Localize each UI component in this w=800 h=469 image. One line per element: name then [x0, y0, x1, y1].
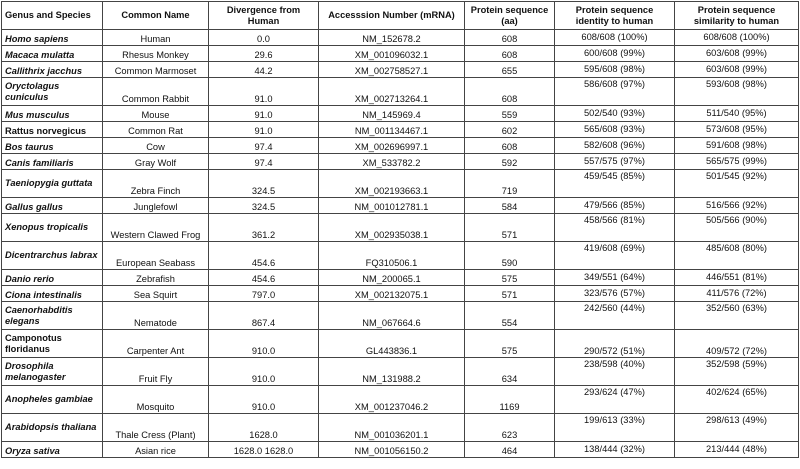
similarity-cell: 565/575 (99%)	[675, 154, 799, 170]
accession-cell: NM_200065.1	[319, 270, 465, 286]
accession-cell: XM_002758527.1	[319, 62, 465, 78]
divergence-cell: 910.0	[209, 386, 319, 414]
species-cell: Taeniopygia guttata	[2, 170, 103, 198]
header-divergence: Divergence from Human	[209, 2, 319, 30]
identity-cell: 502/540 (93%)	[555, 106, 675, 122]
species-cell: Oryctolagus cuniculus	[2, 78, 103, 106]
protein-length-cell: 719	[465, 170, 555, 198]
accession-cell: NM_001012781.1	[319, 198, 465, 214]
similarity-cell: 409/572 (72%)	[675, 330, 799, 358]
accession-cell: NM_001134467.1	[319, 122, 465, 138]
common-name-cell: Zebrafish	[103, 270, 209, 286]
table-row	[2, 414, 799, 442]
similarity-cell: 446/551 (81%)	[675, 270, 799, 286]
table-row	[2, 386, 799, 414]
table-row	[2, 46, 799, 62]
common-name-cell: Fruit Fly	[103, 358, 209, 386]
table-row	[2, 62, 799, 78]
identity-cell: 290/572 (51%)	[555, 330, 675, 358]
common-name-cell: Cow	[103, 138, 209, 154]
table-row	[2, 138, 799, 154]
identity-cell: 458/566 (81%)	[555, 214, 675, 242]
species-cell: Homo sapiens	[2, 30, 103, 46]
divergence-cell: 91.0	[209, 78, 319, 106]
species-cell: Caenorhabditis elegans	[2, 302, 103, 330]
divergence-cell: 797.0	[209, 286, 319, 302]
table-row	[2, 330, 799, 358]
common-name-cell: Carpenter Ant	[103, 330, 209, 358]
similarity-cell: 593/608 (98%)	[675, 78, 799, 106]
similarity-cell: 298/613 (49%)	[675, 414, 799, 442]
table-row	[2, 302, 799, 330]
identity-cell: 565/608 (93%)	[555, 122, 675, 138]
species-cell: Ciona intestinalis	[2, 286, 103, 302]
species-cell: Camponotus floridanus	[2, 330, 103, 358]
identity-cell: 199/613 (33%)	[555, 414, 675, 442]
protein-length-cell: 655	[465, 62, 555, 78]
species-cell: Macaca mulatta	[2, 46, 103, 62]
accession-cell: NM_001056150.2	[319, 442, 465, 458]
similarity-cell: 603/608 (99%)	[675, 46, 799, 62]
common-name-cell: Common Marmoset	[103, 62, 209, 78]
protein-length-cell: 575	[465, 270, 555, 286]
accession-cell: XM_002193663.1	[319, 170, 465, 198]
accession-cell: XM_002696997.1	[319, 138, 465, 154]
divergence-cell: 29.6	[209, 46, 319, 62]
similarity-cell: 411/576 (72%)	[675, 286, 799, 302]
divergence-cell: 324.5	[209, 198, 319, 214]
accession-cell: NM_131988.2	[319, 358, 465, 386]
protein-length-cell: 634	[465, 358, 555, 386]
table-row	[2, 170, 799, 198]
common-name-cell: European Seabass	[103, 242, 209, 270]
identity-cell: 323/576 (57%)	[555, 286, 675, 302]
divergence-cell: 44.2	[209, 62, 319, 78]
divergence-cell: 324.5	[209, 170, 319, 198]
header-row	[2, 2, 799, 30]
identity-cell: 293/624 (47%)	[555, 386, 675, 414]
similarity-cell: 501/545 (92%)	[675, 170, 799, 198]
header-protein-length: Protein sequence (aa)	[465, 2, 555, 30]
species-cell: Drosophila melanogaster	[2, 358, 103, 386]
identity-cell: 586/608 (97%)	[555, 78, 675, 106]
accession-cell: FQ310506.1	[319, 242, 465, 270]
accession-cell: XM_002132075.1	[319, 286, 465, 302]
table-row	[2, 30, 799, 46]
header-similarity: Protein sequence similarity to human	[675, 2, 799, 30]
divergence-cell: 91.0	[209, 122, 319, 138]
species-cell: Rattus norvegicus	[2, 122, 103, 138]
similarity-cell: 516/566 (92%)	[675, 198, 799, 214]
accession-cell: XM_002713264.1	[319, 78, 465, 106]
similarity-cell: 573/608 (95%)	[675, 122, 799, 138]
protein-length-cell: 608	[465, 138, 555, 154]
identity-cell: 595/608 (98%)	[555, 62, 675, 78]
identity-cell: 242/560 (44%)	[555, 302, 675, 330]
divergence-cell: 910.0	[209, 358, 319, 386]
common-name-cell: Zebra Finch	[103, 170, 209, 198]
table-row	[2, 198, 799, 214]
identity-cell: 582/608 (96%)	[555, 138, 675, 154]
table-row	[2, 106, 799, 122]
species-cell: Xenopus tropicalis	[2, 214, 103, 242]
divergence-cell: 1628.0	[209, 414, 319, 442]
header-identity: Protein sequence identity to human	[555, 2, 675, 30]
divergence-cell: 361.2	[209, 214, 319, 242]
identity-cell: 419/608 (69%)	[555, 242, 675, 270]
common-name-cell: Common Rat	[103, 122, 209, 138]
protein-length-cell: 464	[465, 442, 555, 458]
similarity-cell: 511/540 (95%)	[675, 106, 799, 122]
similarity-cell: 505/566 (90%)	[675, 214, 799, 242]
common-name-cell: Asian rice	[103, 442, 209, 458]
table-row	[2, 270, 799, 286]
common-name-cell: Human	[103, 30, 209, 46]
header-common-name: Common Name	[103, 2, 209, 30]
accession-cell: GL443836.1	[319, 330, 465, 358]
table-row	[2, 442, 799, 458]
common-name-cell: Mosquito	[103, 386, 209, 414]
common-name-cell: Mouse	[103, 106, 209, 122]
identity-cell: 459/545 (85%)	[555, 170, 675, 198]
species-cell: Danio rerio	[2, 270, 103, 286]
divergence-cell: 454.6	[209, 242, 319, 270]
accession-cell: XM_001237046.2	[319, 386, 465, 414]
species-cell: Mus musculus	[2, 106, 103, 122]
accession-cell: XM_533782.2	[319, 154, 465, 170]
accession-cell: XM_001096032.1	[319, 46, 465, 62]
identity-cell: 557/575 (97%)	[555, 154, 675, 170]
identity-cell: 608/608 (100%)	[555, 30, 675, 46]
species-cell: Gallus gallus	[2, 198, 103, 214]
identity-cell: 600/608 (99%)	[555, 46, 675, 62]
table-body	[2, 30, 799, 458]
divergence-cell: 0.0	[209, 30, 319, 46]
similarity-cell: 485/608 (80%)	[675, 242, 799, 270]
similarity-cell: 213/444 (48%)	[675, 442, 799, 458]
protein-length-cell: 592	[465, 154, 555, 170]
accession-cell: NM_152678.2	[319, 30, 465, 46]
common-name-cell: Common Rabbit	[103, 78, 209, 106]
species-cell: Oryza sativa	[2, 442, 103, 458]
identity-cell: 238/598 (40%)	[555, 358, 675, 386]
ortholog-comparison-table	[1, 1, 799, 458]
table-row	[2, 358, 799, 386]
species-cell: Anopheles gambiae	[2, 386, 103, 414]
species-cell: Canis familiaris	[2, 154, 103, 170]
accession-cell: NM_067664.6	[319, 302, 465, 330]
identity-cell: 479/566 (85%)	[555, 198, 675, 214]
common-name-cell: Nematode	[103, 302, 209, 330]
identity-cell: 138/444 (32%)	[555, 442, 675, 458]
protein-length-cell: 608	[465, 46, 555, 62]
protein-length-cell: 571	[465, 214, 555, 242]
table-row	[2, 154, 799, 170]
protein-length-cell: 571	[465, 286, 555, 302]
protein-length-cell: 608	[465, 30, 555, 46]
protein-length-cell: 584	[465, 198, 555, 214]
similarity-cell: 352/598 (59%)	[675, 358, 799, 386]
divergence-cell: 454.6	[209, 270, 319, 286]
common-name-cell: Sea Squirt	[103, 286, 209, 302]
similarity-cell: 402/624 (65%)	[675, 386, 799, 414]
divergence-cell: 91.0	[209, 106, 319, 122]
table-row	[2, 242, 799, 270]
accession-cell: XM_002935038.1	[319, 214, 465, 242]
table-row	[2, 122, 799, 138]
table-row	[2, 214, 799, 242]
table-row	[2, 78, 799, 106]
table-row	[2, 286, 799, 302]
divergence-cell: 97.4	[209, 138, 319, 154]
protein-length-cell: 575	[465, 330, 555, 358]
similarity-cell: 603/608 (99%)	[675, 62, 799, 78]
common-name-cell: Western Clawed Frog	[103, 214, 209, 242]
common-name-cell: Junglefowl	[103, 198, 209, 214]
divergence-cell: 910.0	[209, 330, 319, 358]
common-name-cell: Gray Wolf	[103, 154, 209, 170]
common-name-cell: Thale Cress (Plant)	[103, 414, 209, 442]
similarity-cell: 591/608 (98%)	[675, 138, 799, 154]
species-cell: Callithrix jacchus	[2, 62, 103, 78]
protein-length-cell: 608	[465, 78, 555, 106]
protein-length-cell: 602	[465, 122, 555, 138]
species-cell: Dicentrarchus labrax	[2, 242, 103, 270]
divergence-cell: 867.4	[209, 302, 319, 330]
protein-length-cell: 559	[465, 106, 555, 122]
divergence-cell: 1628.0 1628.0	[209, 442, 319, 458]
similarity-cell: 352/560 (63%)	[675, 302, 799, 330]
protein-length-cell: 590	[465, 242, 555, 270]
species-cell: Bos taurus	[2, 138, 103, 154]
protein-length-cell: 623	[465, 414, 555, 442]
accession-cell: NM_001036201.1	[319, 414, 465, 442]
protein-length-cell: 1169	[465, 386, 555, 414]
species-cell: Arabidopsis thaliana	[2, 414, 103, 442]
header-accession: Accesssion Number (mRNA)	[319, 2, 465, 30]
protein-length-cell: 554	[465, 302, 555, 330]
header-genus-species: Genus and Species	[2, 2, 103, 30]
divergence-cell: 97.4	[209, 154, 319, 170]
identity-cell: 349/551 (64%)	[555, 270, 675, 286]
common-name-cell: Rhesus Monkey	[103, 46, 209, 62]
similarity-cell: 608/608 (100%)	[675, 30, 799, 46]
accession-cell: NM_145969.4	[319, 106, 465, 122]
